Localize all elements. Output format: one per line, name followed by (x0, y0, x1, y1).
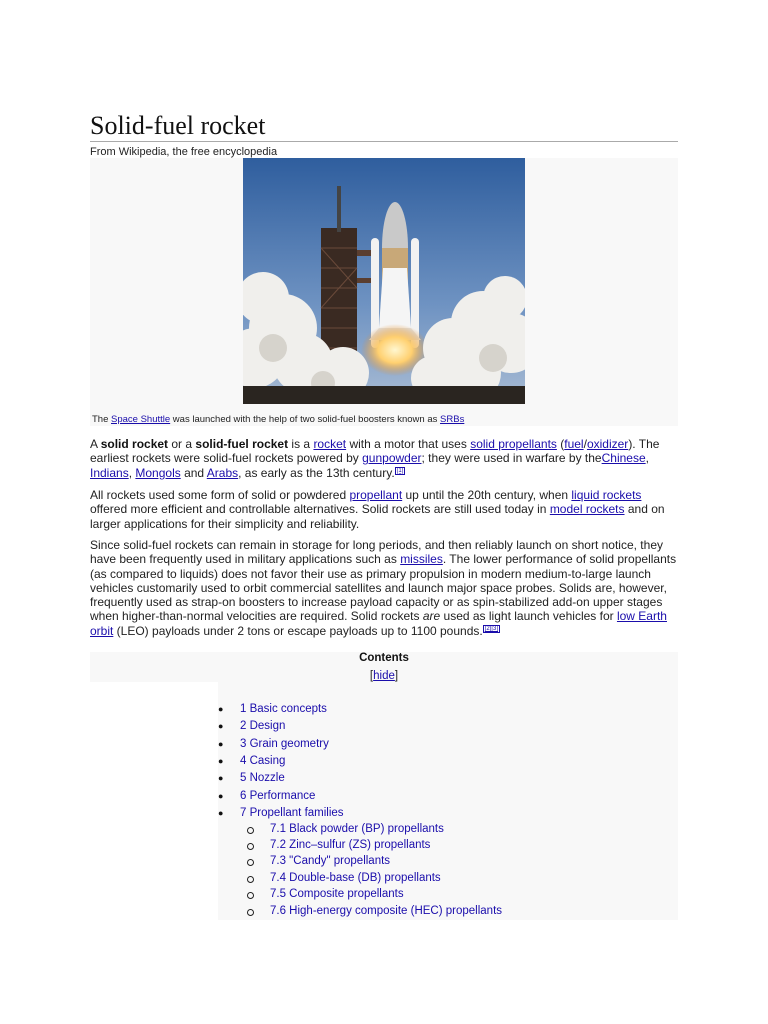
link-oxidizer[interactable]: oxidizer (586, 437, 629, 451)
intro-paragraph-3 (90, 538, 678, 638)
caption-text: The (92, 414, 112, 425)
text: All rockets used some form of solid or powdered (90, 488, 350, 502)
text: up until the 20th century, when (402, 488, 572, 502)
toc-subitem-high-energy-composite[interactable]: 7.6 High-energy composite (HEC) propellants (270, 905, 503, 917)
text: . The lower performance of solid propellants (as compared to liquids) does not favor their use as primary propulsion in modern medium-to-large launch vehicles customarily used to orbit commercial satellites and launch major space probes. Solids are, however, frequently used as strap-on boosters to increase payload capacity or as spin-stabilized add-on upper stages when higher-than-normal velocities are required. Solid rockets (90, 552, 677, 624)
link-liquid-rockets[interactable]: liquid rockets (571, 488, 642, 502)
bold-term: solid rocket (100, 437, 169, 451)
bullet-icon: ● (218, 739, 224, 749)
link-mongols[interactable]: Mongols (135, 465, 181, 480)
toc-item-design[interactable]: 2 Design (240, 720, 286, 732)
circle-bullet-icon (247, 843, 254, 850)
toc-item-performance[interactable]: 6 Performance (240, 790, 316, 802)
link-gunpowder[interactable]: gunpowder (362, 451, 422, 466)
link-indians[interactable]: Indians (90, 465, 129, 480)
circle-bullet-icon (247, 876, 254, 883)
text: A (90, 437, 101, 451)
link-rocket[interactable]: rocket (313, 437, 347, 451)
toc-subitem-black-powder[interactable]: 7.1 Black powder (BP) propellants (270, 823, 444, 835)
text: with a motor that uses (346, 437, 471, 451)
bullet-icon: ● (218, 791, 224, 801)
bullet-icon: ● (218, 808, 224, 818)
bullet-icon: ● (218, 704, 224, 714)
toc-title: Contents (359, 652, 409, 664)
circle-bullet-icon (247, 859, 254, 866)
link-missiles[interactable]: missiles (400, 552, 443, 567)
intro-paragraph-2 (90, 488, 678, 531)
infobox-figure (90, 158, 678, 426)
reference-1[interactable]: [1] (396, 467, 404, 474)
bullet-icon: ● (218, 773, 224, 783)
emphasis: are (422, 609, 441, 624)
circle-bullet-icon (247, 892, 254, 899)
text: ( (556, 437, 565, 451)
text: or a (168, 437, 196, 451)
text: and on larger applications for their simplicity and reliability. (90, 502, 665, 531)
figure-caption (92, 414, 464, 425)
toc-subitem-composite[interactable]: 7.5 Composite propellants (270, 888, 404, 900)
link-low-earth-orbit[interactable]: low Earth orbit (90, 609, 667, 638)
link-chinese[interactable]: Chinese (601, 451, 646, 466)
toc-item-casing[interactable]: 4 Casing (240, 755, 286, 767)
title-divider (90, 141, 678, 142)
reference-2-3[interactable]: [2][3] (484, 625, 499, 632)
page-title: Solid-fuel rocket (90, 111, 266, 140)
toc-hide-link[interactable]: hide (373, 670, 395, 682)
intro-paragraph-1 (90, 437, 678, 480)
toc-item-nozzle[interactable]: 5 Nozzle (240, 772, 285, 784)
text: is a (288, 437, 314, 451)
link-solid-propellants[interactable]: solid propellants (470, 437, 557, 451)
toc-list (90, 652, 678, 920)
text: , (128, 465, 136, 480)
link-fuel[interactable]: fuel (564, 437, 584, 451)
link-space-shuttle[interactable]: Space Shuttle (111, 414, 171, 425)
text: , as early as the 13th century. (238, 465, 395, 480)
circle-bullet-icon (247, 909, 254, 916)
text: Since solid-fuel rockets can remain in storage for long periods, and then reliably launch on short notice, they have been frequently used in military applications such as (90, 538, 663, 567)
bullet-icon: ● (218, 756, 224, 766)
link-srbs[interactable]: SRBs (440, 414, 465, 425)
link-arabs[interactable]: Arabs (206, 465, 239, 480)
toc-subitem-double-base[interactable]: 7.4 Double-base (DB) propellants (270, 872, 441, 884)
link-model-rockets[interactable]: model rockets (549, 502, 625, 517)
text: used as light launch vehicles for (440, 609, 617, 624)
text: offered more efficient and controllable alternatives. Solid rockets are still used today in (90, 502, 550, 517)
bullet-icon: ● (218, 721, 224, 731)
caption-text: was launched with the help of two solid-fuel boosters known as (170, 414, 441, 425)
text: ; they were used in warfare by the (421, 451, 602, 466)
text: / (583, 437, 587, 451)
link-propellant[interactable]: propellant (349, 488, 403, 502)
text: and (180, 465, 207, 480)
text: , (645, 451, 649, 466)
text: (LEO) payloads under 2 tons or escape payloads up to 1100 pounds. (113, 623, 483, 638)
text: ). The earliest rockets were solid-fuel rockets powered by (90, 437, 660, 466)
toc-item-grain-geometry[interactable]: 3 Grain geometry (240, 738, 329, 750)
space-shuttle-launch-photo-icon[interactable] (243, 158, 525, 404)
toc-subitem-zinc-sulfur[interactable]: 7.2 Zinc–sulfur (ZS) propellants (270, 839, 431, 851)
page-tagline: From Wikipedia, the free encyclopedia (90, 146, 278, 158)
table-of-contents (90, 652, 678, 920)
toc-subitem-candy[interactable]: 7.3 "Candy" propellants (270, 855, 391, 867)
bracket: [ (369, 670, 374, 682)
toc-item-basic-concepts[interactable]: 1 Basic concepts (240, 703, 327, 715)
bracket: ] (394, 670, 399, 682)
circle-bullet-icon (247, 827, 254, 834)
bold-term: solid-fuel rocket (195, 437, 289, 451)
toc-item-propellant-families[interactable]: 7 Propellant families (240, 807, 344, 819)
